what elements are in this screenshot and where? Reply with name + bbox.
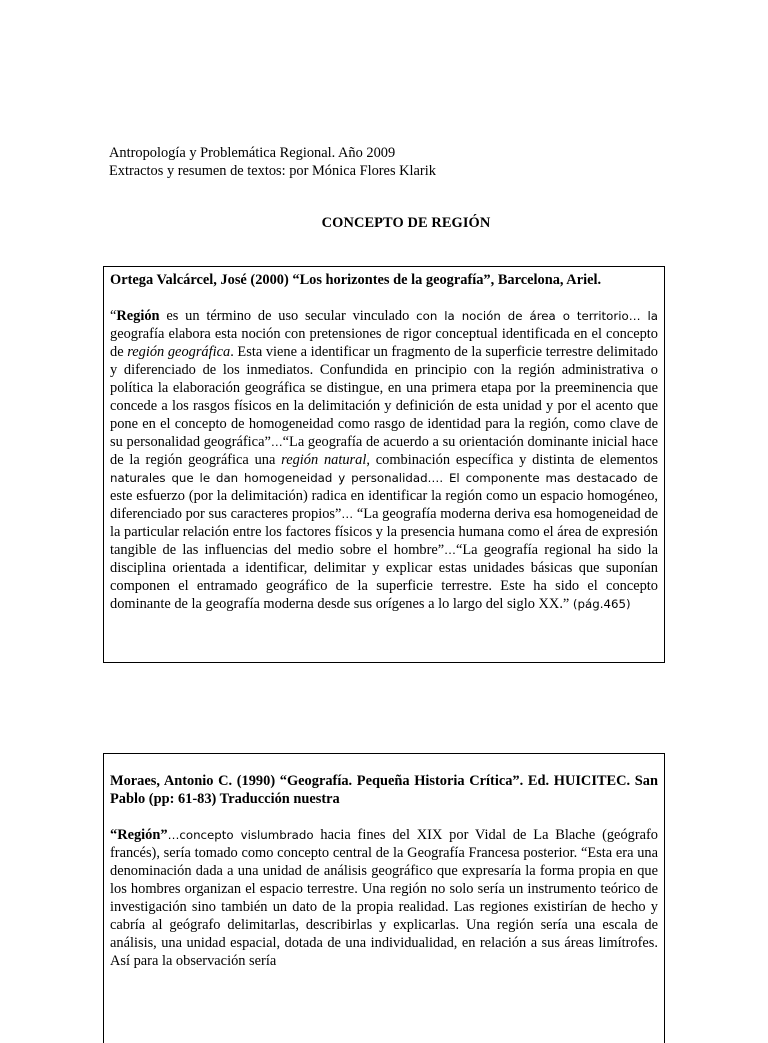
text-run-sans: naturales que le dan homogeneidad y personalidad…. El componente mas destacado de bbox=[110, 471, 658, 485]
italic-term: región natural bbox=[281, 452, 367, 468]
ellipsis: … bbox=[444, 543, 456, 557]
ellipsis: … bbox=[270, 435, 283, 449]
page-title: CONCEPTO DE REGIÓN bbox=[321, 215, 491, 231]
excerpt-text bbox=[110, 307, 658, 613]
text-run: geografía elabora esta noción con pretensiones de rigor conceptual identificada en el concepto de bbox=[110, 326, 658, 360]
header-course-line: Antropología y Problemática Regional. Año 2009 bbox=[109, 145, 396, 161]
excerpt-reference: Ortega Valcárcel, José (2000) “Los horizontes de la geografía”, Barcelona, Ariel. bbox=[110, 272, 602, 288]
excerpt-reference: Moraes, Antonio C. (1990) “Geografía. Pequeña Historia Crítica”. Ed. HUICITEC. San Pablo (pp: 61-83) Traducción nuestra bbox=[110, 773, 658, 807]
ellipsis: … bbox=[341, 507, 354, 521]
text-run: , combinación específica y distinta de elementos bbox=[366, 452, 659, 468]
text-run: este esfuerzo (por la delimitación) radica en identificar la región como un espacio homogéneo, diferenciado por sus caracteres propios” bbox=[110, 488, 658, 522]
text-run: hacia fines del XIX por Vidal de La Blache (geógrafo francés), sería tomado como concepto central de la Geografía Francesa posterior. “Esta era una denominación dada a una unidad de análisis geográfico que expresaría la forma propia en que los hombres organizan el espacio terrestre. Una región no solo sería un instrumento teórico de investigación sino también un dato de la propia realidad. Las regiones existirían de hecho y cabría al geógrafo delimitarlas, describirlas y explicarlas. Una región sería una escala de análisis, una unidad espacial, dotada de una individualidad, en relación a sus áreas limítrofes. Así para la observación sería bbox=[110, 827, 659, 969]
text-run: . Esta viene a identificar un fragmento de la superficie terrestre delimitado y diferenciado de los inmediatos. Confundida en principio con la región administrativa o política la elaboración geográfica se distingue, en una primera etapa por la preeminencia que concede a los rasgos físicos en la delimitación y definición de esta unidad y por el acento que pone en el concepto de homogeneidad como rasgo de identidad para la región, como clave de su personalidad geográfica” bbox=[110, 344, 658, 450]
keyword-region: “Región” bbox=[110, 827, 168, 843]
text-run: es un término de uso secular vinculado bbox=[159, 308, 417, 324]
excerpt-box-moraes bbox=[103, 753, 665, 1043]
excerpt-box-ortega bbox=[103, 266, 665, 663]
text-run-sans: …concepto vislumbrado bbox=[167, 828, 314, 842]
text-run: “La geografía moderna deriva esa homogeneidad de la particular relación entre los factores físicos y la presencia humana como el área de expresión tangible de las influencias del medio sobre el hombre” bbox=[110, 506, 659, 558]
keyword-region: Región bbox=[116, 308, 160, 324]
italic-term: región geográfica bbox=[127, 344, 231, 360]
text-run-sans: con la noción de área o territorio… la bbox=[416, 309, 658, 323]
document-header bbox=[109, 144, 436, 180]
header-author-line: Extractos y resumen de textos: por Mónica Flores Klarik bbox=[109, 163, 436, 179]
page-citation: (pág.465) bbox=[572, 597, 631, 611]
text-run: “La geografía regional ha sido la disciplina orientada a identificar, delimitar y explicar estas unidades básicas que suponían componen el entramado geográfico de la superficie terrestre. Este ha sido el concepto dominante de la geografía moderna desde sus orígenes a lo largo del siglo XX.” bbox=[110, 542, 658, 612]
excerpt-text bbox=[110, 826, 658, 970]
text-run: “ bbox=[110, 308, 117, 324]
text-run: “La geografía de acuerdo a su orientación dominante inicial hace de la región geográfica una bbox=[110, 434, 658, 468]
